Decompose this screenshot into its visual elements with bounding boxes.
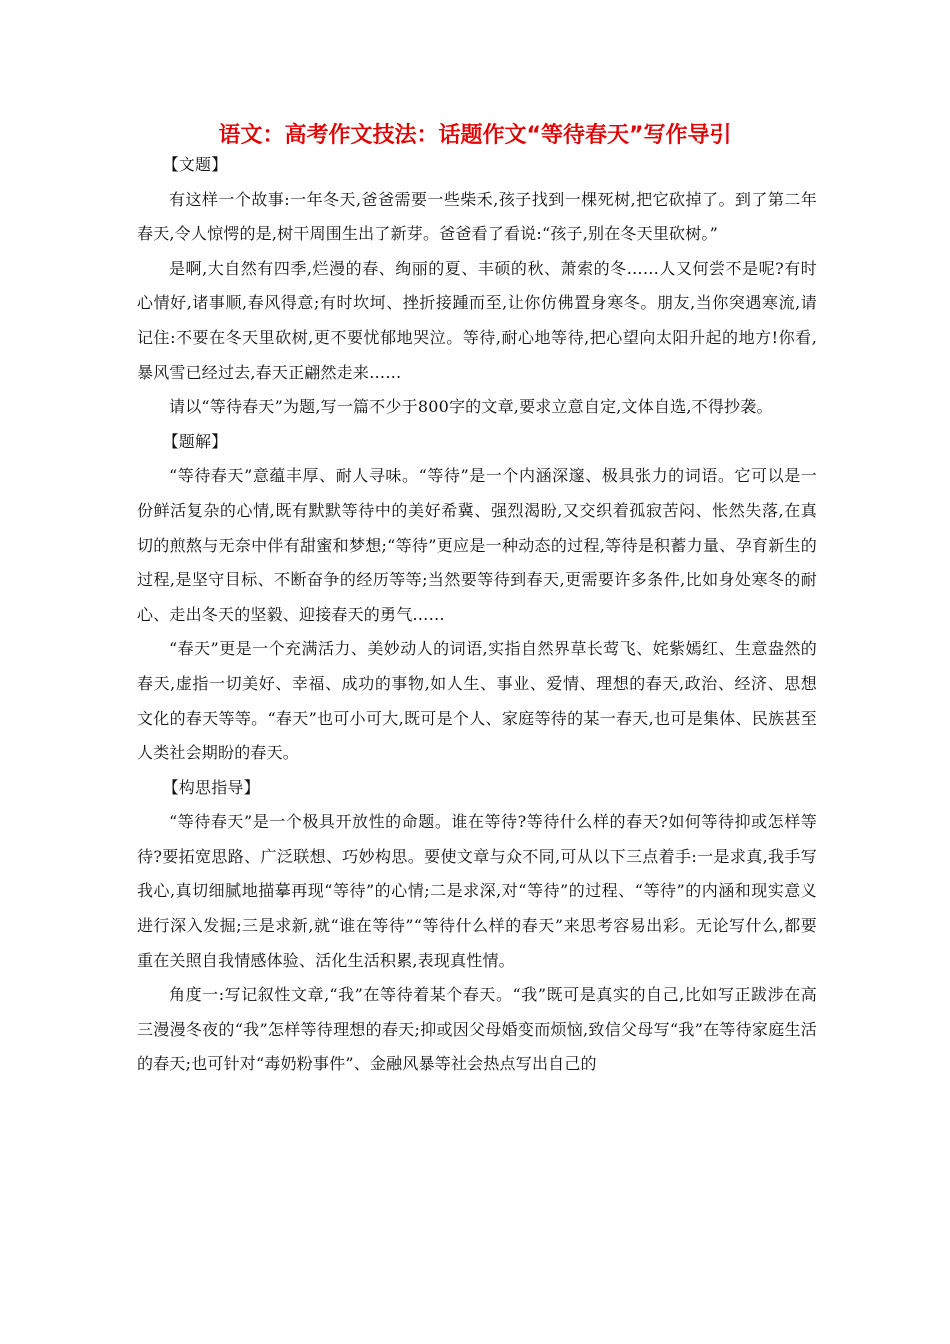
section-heading-wenti: 【文题】 <box>162 155 228 174</box>
paragraph-conception: “等待春天”是一个极具开放性的命题。谁在等待?等待什么样的春天?如何等待抑或怎样等待?要拓宽思路、广泛联想、巧妙构思。要使文章与众不同,可从以下三点着手:一是求真,我手写我心,真切细腻地描摹再现“等待”的心情;二是求深,对“等待”的过程、“等待”的内涵和现实意义进行深入发掘;三是求新,就“谁在等待”“等待什么样的春天”来思考容易出彩。无论写什么,都要重在关照自我情感体验、活化生活积累,表现真性情。 <box>137 812 817 970</box>
section-heading-tijie: 【题解】 <box>162 431 228 451</box>
paragraph-waiting-meaning: “等待春天”意蕴丰厚、耐人寻味。“等待”是一个内涵深邃、极具张力的词语。它可以是一份鲜活复杂的心情,既有默默等待中的美好希冀、强烈渴盼,又交织着孤寂苦闷、怅然失落,在真切的煎熬与无奈中伴有甜蜜和梦想;“等待”更应是一种动态的过程,等待是积蓄力量、孕育新生的过程,是坚守目标、不断奋争的经历等等;当然要等待到春天,更需要许多条件,比如身处寒冬的耐心、走出冬天的坚毅、迎接春天的勇气…… <box>137 466 817 624</box>
paragraph-seasons: 是啊,大自然有四季,烂漫的春、绚丽的夏、丰硕的秋、萧索的冬……人又何尝不是呢?有时心情好,诸事顺,春风得意;有时坎坷、挫折接踵而至,让你仿佛置身寒冬。朋友,当你突遇寒流,请记住:不要在冬天里砍树,更不要忧郁地哭泣。等待,耐心地等待,把心望向太阳升起的地方!你看,暴风雪已经过去,春天正翩然走来…… <box>137 258 817 382</box>
paragraph-spring-meaning: “春天”更是一个充满活力、美妙动人的词语,实指自然界草长莺飞、姹紫嫣红、生意盎然的春天,虚指一切美好、幸福、成功的事物,如人生、事业、爱情、理想的春天,政治、经济、思想文化的春天等等。“春天”也可小可大,既可是个人、家庭等待的某一春天,也可是集体、民族甚至人类社会期盼的春天。 <box>137 639 817 763</box>
section-heading-gousi: 【构思指导】 <box>162 777 260 797</box>
document-body <box>137 148 817 1082</box>
paragraph-story: 有这样一个故事:一年冬天,爸爸需要一些柴禾,孩子找到一棵死树,把它砍掉了。到了第二年春天,令人惊愕的是,树干周围生出了新芽。爸爸看了看说:“孩子,别在冬天里砍树。” <box>137 189 817 244</box>
document-title: 语文：高考作文技法：话题作文“等待春天”写作导引 <box>218 123 732 148</box>
paragraph-prompt: 请以“等待春天”为题,写一篇不少于800字的文章,要求立意自定,文体自选,不得抄袭。 <box>169 397 773 417</box>
paragraph-angle-one: 角度一:写记叙性文章,“我”在等待着某个春天。“我”既可是真实的自己,比如写正跋涉在高三漫漫冬夜的“我”怎样等待理想的春天;抑或因父母婚变而烦恼,致信父母写“我”在等待家庭生活的春天;也可针对“毒奶粉事件”、金融风暴等社会热点写出自己的 <box>137 985 817 1074</box>
